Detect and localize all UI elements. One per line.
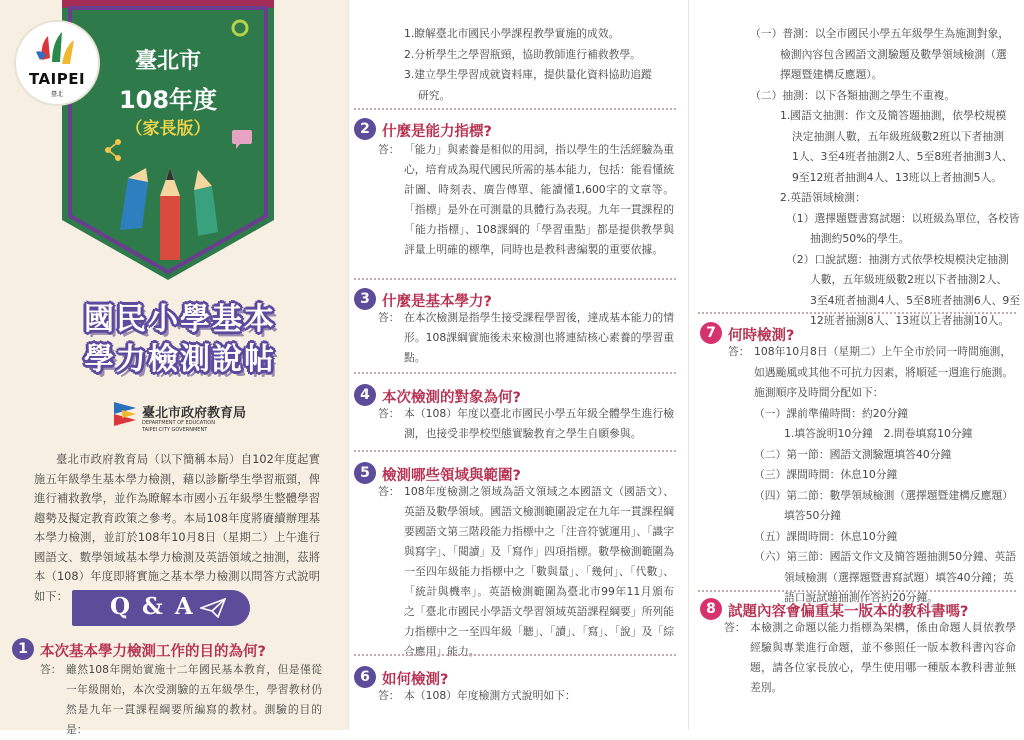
answer-label-8: 答：	[724, 621, 746, 634]
question-title-8: 試題內容會偏重某一版本的教科書嗎?	[728, 604, 969, 620]
question-title-5: 檢測哪些領域與範圍?	[382, 468, 521, 484]
question-number-6: 6	[354, 666, 376, 688]
intro-paragraph: 臺北市政府教育局（以下簡稱本局）自102年度起實施五年級學生基本學力檢測，藉以診斷學生學習瓶頸，俾進行補救教學，並作為瞭解本市國小五年級學生整體學習趨勢及擬定教育政策之參考。本局108年度將賡續辦理基本學力檢測，並訂於108年10月8日（星期二）上午進行國語文、數學領域基本學力檢測及英語領域之抽測，茲將本（108）年度即將實施之基本學力檢測以問答方式說明如下：	[34, 453, 320, 603]
main-title-line1: 國民小學基本	[84, 302, 276, 337]
answer-8	[724, 618, 1016, 698]
banner-city: 臺北市	[134, 49, 201, 74]
question-number-8: 8	[700, 598, 722, 620]
answer-text-1: 雖然108年開始實施十二年國民基本教育，但是僅從一年級開始，本次受測驗的五年級學生，學習教材仍然是九年一貫課程綱要所編寫的教材。測驗的目的是：	[66, 663, 322, 736]
detail-line: 決定抽測人數，五年級班級數2班以下者抽測	[792, 129, 1005, 143]
department-block	[112, 398, 322, 438]
taipei-logo-mark	[34, 30, 82, 68]
detail-line: （二）抽測：以下各類抽測之學生不重複。	[750, 88, 956, 102]
cover-banner	[62, 0, 274, 280]
answer-text-5: 108年度檢測之領域為語文領域之本國語文（國語文）、英語及數學領域。國語文檢測範圍設定在九年一貫課程綱要國語文第三階段能力指標中之「注音符號運用」、「識字與寫字」、「閱讀」及「寫作」四項指標。數學檢測範圍為一至四年級能力指標中之「數與量」、「幾何」、「代數」、「統計與機率」。英語檢測範圍為臺北市99年11月頒布之「臺北市國民小學語文學習領域英語課程綱要」所列能力指標中之一至四年級「聽」、「讀」、「寫」、「說」及「綜合應用」能力。	[404, 485, 674, 658]
detail-line: 1人、3至4班者抽測2人、5至8班者抽測3人、	[792, 150, 1013, 163]
answer-label-4: 答：	[378, 407, 400, 420]
detail-line: 9至12班者抽測4人、13班以上者抽測5人。	[792, 170, 1003, 184]
detail-line: （2）口說試題：抽測方式依學校規模決定抽測	[786, 252, 1009, 266]
answer-label-7: 答：	[728, 345, 750, 358]
q7-details-list	[724, 342, 1020, 609]
objective-item: 研究。	[418, 88, 451, 102]
detail-line: 1.填答說明10分鐘 2.問卷填寫10分鐘	[784, 427, 973, 440]
right-panel	[688, 0, 1024, 730]
answer-text-6: 本（108）年度檢測方式說明如下：	[404, 689, 576, 702]
detail-line: 檢測內容包含國語文測驗題及數學領域檢測（選	[780, 47, 1007, 61]
detail-line: 抽測約50%的學生。	[810, 232, 910, 245]
detail-line: 12班者抽測8人、13班以上者抽測10人。	[810, 314, 1010, 327]
qa-label: Q & A	[110, 593, 195, 620]
detail-line: （五）課間時間：休息10分鐘	[754, 529, 898, 543]
detail-line: （一）普測：以全市國民小學五年級學生為施測對象，	[750, 27, 1010, 40]
banner-year: 108年度	[118, 86, 218, 114]
answer-6	[378, 686, 674, 706]
answer-1	[40, 660, 322, 740]
question-number-3: 3	[354, 288, 376, 310]
answer-text-8: 本檢測之命題以能力指標為架構，係由命題人員依教學經驗與專業進行命題，並不參照任一版本教科書內容命題，請各位家長放心，學生使用哪一種版本教科書並無差別。	[750, 621, 1016, 694]
middle-panel	[348, 0, 688, 730]
detail-line: 領域檢測（選擇題暨書寫試題）填答40分鐘；英	[784, 570, 1014, 584]
divider	[354, 278, 676, 280]
department-name-en2: TAIPEI CITY GOVERNMENT	[142, 427, 208, 433]
q1-objectives-list	[404, 24, 652, 106]
answer-label-6: 答：	[378, 689, 400, 702]
question-title-3: 什麼是基本學力?	[382, 294, 492, 310]
banner-edition: （家長版）	[125, 119, 211, 139]
taipei-logo	[16, 22, 98, 104]
question-title-1: 本次基本學力檢測工作的目的為何?	[40, 644, 266, 660]
answer-text-3: 在本次檢測是指學生接受課程學習後，達成基本能力的情形。108課綱實施後未來檢測也將連結核心素養的學習重點。	[404, 311, 674, 364]
objective-item: 3.建立學生學習成就資料庫，提供量化資料協助追蹤	[404, 68, 652, 81]
detail-line: （一）課前準備時間：約20分鐘	[754, 406, 909, 420]
question-number-5: 5	[354, 462, 376, 484]
divider	[354, 372, 676, 374]
divider	[698, 312, 1016, 314]
answer-text-2: 「能力」與素養是相似的用詞，指以學生的生活經驗為重心，培育成為現代國民所需的基本能力，包括：能看懂統計圖、時刻表、廣告傳單、能讀懂1,600字的文章等。「指標」是外在可測量的具體行為表現。九年一貫課程的「能力指標」、108課綱的「學習重點」都是提供教學與評量上明確的標準，同時也是教科書編製的重要依據。	[404, 143, 674, 256]
detail-line: 擇題暨建構反應題）。	[780, 68, 883, 81]
left-panel	[0, 0, 348, 736]
logo-text: TAIPEI	[28, 70, 86, 88]
divider	[354, 654, 676, 656]
qa-banner	[72, 590, 250, 626]
department-name-en1: DEPARTMENT OF EDUCATION	[142, 420, 215, 426]
detail-line: 語口說試題抽測作答約20分鐘。	[784, 591, 939, 604]
answer-5	[378, 482, 674, 662]
divider	[698, 590, 1016, 592]
detail-line: 2.英語領域檢測：	[780, 191, 866, 204]
main-title-line2: 學力檢測說帖	[84, 342, 276, 377]
answer-3	[378, 308, 674, 368]
question-title-7: 何時檢測?	[728, 328, 795, 344]
detail-line: 3至4班者抽測4人、5至8班者抽測6人、9至	[810, 293, 1021, 307]
department-name: 臺北市政府教育局	[142, 406, 247, 421]
detail-line: 人數，五年級班級數2班以下者抽測2人、	[810, 273, 1008, 286]
answer-label-3: 答：	[378, 311, 400, 324]
detail-line: 1.國語文抽測：作文及簡答題抽測，依學校規模	[780, 109, 1007, 122]
answer-text-4: 本（108）年度以臺北市國民小學五年級全體學生進行檢測，也接受非學校型態實驗教育之學生自願參與。	[404, 407, 674, 440]
question-number-1: 1	[12, 638, 34, 660]
detail-line: （三）課間時間：休息10分鐘	[754, 468, 898, 481]
department-logo-icon	[112, 400, 138, 430]
detail-line: 108年10月8日（星期二）上午全市於同一時間施測，	[754, 345, 1012, 358]
detail-line: （六）第三節：國語文作文及簡答題抽測50分鐘、英語	[754, 550, 1017, 563]
answer-label-2: 答：	[378, 143, 400, 156]
question-title-4: 本次檢測的對象為何?	[382, 390, 521, 406]
detail-line: 填答50分鐘	[784, 509, 841, 522]
question-title-6: 如何檢測?	[382, 672, 449, 688]
logo-sub: 臺北	[50, 91, 63, 98]
answer-2	[378, 140, 674, 260]
answer-label-5: 答：	[378, 485, 400, 498]
objective-item: 2.分析學生之學習瓶頸，協助教師進行補救教學。	[404, 47, 642, 61]
answer-label-1: 答：	[40, 663, 62, 676]
divider	[354, 450, 676, 452]
divider	[354, 108, 676, 110]
question-title-2: 什麼是能力指標?	[382, 124, 492, 140]
question-number-4: 4	[354, 384, 376, 406]
answer-4	[378, 404, 674, 444]
banner-background	[62, 0, 274, 280]
objective-item: 1.瞭解臺北市國民小學課程教學實施的成效。	[404, 27, 620, 40]
paper-plane-icon	[200, 598, 226, 618]
q6-details-list	[750, 24, 1020, 332]
detail-line: 如遇颱風或其他不可抗力因素，將順延一週進行施測。	[754, 365, 1014, 379]
question-number-2: 2	[354, 118, 376, 140]
detail-line: （四）第二節：數學領域檢測（選擇題暨建構反應題）	[754, 488, 1014, 502]
detail-line: 施測順序及時間分配如下：	[754, 386, 884, 399]
detail-line: （二）第一節：國語文測驗題填答40分鐘	[754, 447, 952, 461]
detail-line: （1）選擇題暨書寫試題：以班級為單位，各校皆	[786, 211, 1020, 225]
question-number-7: 7	[700, 322, 722, 344]
